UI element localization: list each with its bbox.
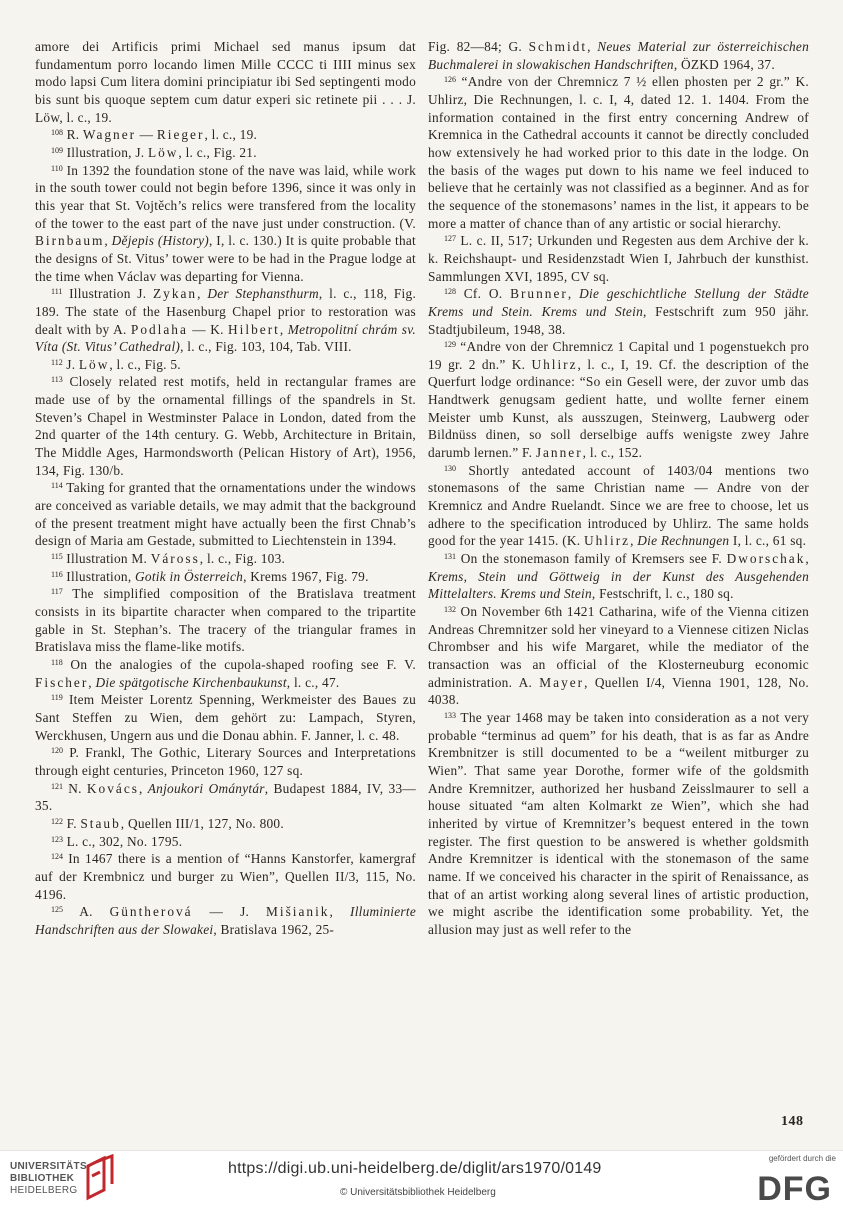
library-name-line2: BIBLIOTHEK bbox=[10, 1173, 75, 1184]
library-name-line1: UNIVERSITÄTS- bbox=[10, 1161, 91, 1172]
footnote-124: $^{124}$ In 1467 there is a mention of “Hanns Kanstorfer, kamergraf auf der Krembnicz und burger zu Wien”, Quellen II/3, 115, No. 4196. bbox=[35, 851, 416, 902]
footnote-128: $^{128}$ Cf. O. Brunner, Die geschichtliche Stellung der Städte Krems und Stein. Krems und Stein, Festschrift zum 950 jähr. Stadtjubileum, 1948, 38. bbox=[428, 286, 809, 337]
footnote-130: $^{130}$ Shortly antedated account of 1403/04 mentions two stonemasons of the same Christian name — Andre von der Kremnicz and Andre Ruelandt. Since we are free to choose, let us adhere to the specification introduced by Uhlirz. The same holds good for the year 1415. (K. Uhlirz, Die Rechnungen I, l. c., 61 sq. bbox=[428, 462, 809, 549]
footnote-109: $^{109}$ Illustration, J. Löw, l. c., Fig. 21. bbox=[51, 144, 257, 160]
footnote-121: $^{121}$ N. Kovács, Anjoukori Ománytár, Budapest 1884, IV, 33—35. bbox=[35, 780, 416, 814]
footnote-133: $^{133}$ The year 1468 may be taken into consideration as a not very probable “terminus ad quem” for his death, that is as far as Andre Krembnitzer is still documented to be a “weilent mitburger zu Wien”. That same year Dorothe, former wife of the goldsmith Andre Kremnitzer, authorized her husband Zeisslmaurer to sell a house situated “am alten Kolmarkt ze Wien”, which she had inherited by virtue of Kremnitzer’s bequest entered in the town register. The first question to be answered is whether goldsmith Andre Kremnitzer is identical with the stonemason of the same name. If we conceived his character in the spirit of Renaissance, as that of an artist working along several lines of artistic production, we might ascribe the identification some probability. Yet, the allusion may just as well refer to the bbox=[428, 709, 809, 937]
funded-by-label: gefördert durch die bbox=[768, 1154, 836, 1163]
footnote-110: $^{110}$ In 1392 the foundation stone of the nave was laid, while work in the south tower could not begin before 1396, since it was only in this year that St. Vojtěch’s relics were transfered from the locality of the tower to the east part of the nave just under construction. (V. Birnbaum, Dějepis (History), I, l. c. 130.) It is quite probable that the designs of St. Vitus’ tower were to be had in the Prague lodge at the time when Václav was departing for Vienna. bbox=[35, 162, 416, 284]
footnote-126: $^{126}$ “Andre von der Chremnicz 7 ½ ellen phosten per 2 gr.” K. Uhlirz, Die Rechnungen, l. c. I, 4, dated 12. 1. 1404. From the information contained in the first entry concerning Andrew of Kremnica in the Cathedral accounts it cannot be directly concluded how extensively he had worked prior to this date in the lodge. On the basis of the wages put down to his name we feel induced to believe that he certainly was not classified as a beginner. And as for the sequence of the stonemasons’ names in the list, it appears to be more a matter of chance than of any artistic or social hierarchy. bbox=[428, 74, 809, 231]
footnote-115: $^{115}$ Illustration M. Váross, l. c., Fig. 103. bbox=[51, 551, 286, 567]
page-number: 148 bbox=[781, 1114, 804, 1129]
library-name[interactable] bbox=[10, 1161, 91, 1197]
footnote-113: $^{113}$ Closely related rest motifs, held in rectangular frames are made use of by the ornamental fillings of the spandrels in St. Steven’s Chapel in Westminster Palace in London, dated from the 2nd quarter of the 14th century. G. Webb, Architecture in Britain, The Middle Ages, Harmondsworth (Pelican History of Art), 1956, 134, Fig. 130/b. bbox=[35, 374, 416, 478]
footnote-116: $^{116}$ Illustration, Gotik in Österreich, Krems 1967, Fig. 79. bbox=[51, 568, 369, 584]
permalink-url[interactable]: https://digi.ub.uni-heidelberg.de/diglit/ars1970/0149 bbox=[228, 1160, 602, 1177]
footnote-132: $^{132}$ On November 6th 1421 Catharina, wife of the Vienna citizen Andreas Chremnitzer sold her vineyard to a Viennese citizen Niclas Chrombser and his wife Margaret, while the mediator of the transaction was an official of the Klosterneuburg economic administration. A. Mayer, Quellen I/4, Vienna 1901, 128, No. 4038. bbox=[428, 604, 809, 708]
footnote-continuation: amore dei Artificis primi Michael sed manus ipsum dat fundamentum porro locando limen Mille CCCC ti IIII minus sex modo lapsi Cum litera domini principiatur ibi Sed septingenti modo bis sunt bis quoque septem cum datur experi sic retinete pii . . . J. Löw, l. c., 19. bbox=[35, 39, 416, 125]
heidelberg-library-logo-icon[interactable] bbox=[84, 1154, 118, 1202]
footnote-129: $^{129}$ “Andre von der Chremnicz 1 Capital und 1 pogenstuekch pro 19 gr. 2 dn.” K. Uhlirz, l. c., I, 19. Cf. the description of the Querfurt lodge ordinance: “So ein Gesell were, der zuvor umb das Handtwerk genugsam gedient hatte, und wollte ferner einem Meister umb Kunst, als ausszugen, Steinwerg, Laubwerg oder Bildnüss dinen, so soll derselbige auffs wenigste zwey Jahre darumb lernen.” F. Janner, l. c., 152. bbox=[428, 339, 809, 461]
footnote-118: $^{118}$ On the analogies of the cupola-shaped roofing see F. V. Fischer, Die spätgotische Kirchenbaukunst, l. c., 47. bbox=[35, 656, 416, 690]
footnote-122: $^{122}$ F. Staub, Quellen III/1, 127, No. 800. bbox=[51, 815, 284, 831]
footnote-112: $^{112}$ J. Löw, l. c., Fig. 5. bbox=[51, 356, 181, 372]
footnote-125: $^{125}$ A. Güntherová — J. Mišianik, Illuminierte Handschriften aus der Slowakei, Bratislava 1962, 25- bbox=[35, 904, 416, 937]
left-footnote-column bbox=[35, 38, 416, 938]
footnote-117: $^{117}$ The simplified composition of the Bratislava treatment consists in its bipartite character when compared to the tripartite gable in St. Stephan’s. The tracery of the triangular frames in Bratislava miss the flame-like motifs. bbox=[35, 586, 416, 655]
footnote-108: $^{108}$ R. Wagner — Rieger, l. c., 19. bbox=[51, 127, 258, 143]
library-name-line3: HEIDELBERG bbox=[10, 1185, 78, 1196]
footnote-114: $^{114}$ Taking for granted that the ornamentations under the windows are conceived as variable details, we may admit that the background of the present treatment might have actually been the first Chnab’s design of Maria am Gestade, submitted to Liechtenstein in 1394. bbox=[35, 480, 416, 549]
footnote-127: $^{127}$ L. c. II, 517; Urkunden und Regesten aus dem Archive der k. k. Reichshaupt- und Residenzstadt Wien I, Jahrbuch der kunsthist. Sammlungen XVI, 1895, CV sq. bbox=[428, 233, 809, 284]
footnote-123: $^{123}$ L. c., 302, No. 1795. bbox=[51, 833, 183, 849]
footnote-continuation: Fig. 82—84; G. Schmidt, Neues Material zur österreichischen Buchmalerei in slowakischen Handschriften, ÖZKD 1964, 37. bbox=[428, 39, 810, 72]
viewer-footer bbox=[0, 1150, 843, 1207]
footnote-119: $^{119}$ Item Meister Lorentz Spenning, Werkmeister des Baues zu Sant Steffen zu Wien, dem gehört zu: Lampach, Styren, Werckhusen, Ungern aus und die Donau abhin. F. Janner, l. c. 48. bbox=[35, 692, 416, 743]
dfg-logo-text: DFG bbox=[757, 1170, 832, 1204]
footnote-131: $^{131}$ On the stonemason family of Kremsers see F. Dworschak, Krems, Stein und Göttweig in der Kunst des Ausgehenden Mittelalters. Krems und Stein, Festschrift, l. c., 180 sq. bbox=[428, 551, 809, 602]
footnote-120: $^{120}$ P. Frankl, The Gothic, Literary Sources and Interpretations through eight centuries, Princeton 1960, 127 sq. bbox=[35, 745, 416, 778]
right-footnote-column bbox=[428, 38, 809, 938]
footnote-111: $^{111}$ Illustration J. Zykan, Der Stephansthurm, l. c., 118, Fig. 189. The state of the Hasenburg Chapel prior to restoration was dealt with by A. Podlaha — K. Hilbert, Metropolitní chrám sv. Víta (St. Vitus’ Cathedral), l. c., Fig. 103, 104, Tab. VIII. bbox=[35, 286, 417, 355]
copyright-notice: © Universitätsbibliothek Heidelberg bbox=[340, 1187, 496, 1198]
dfg-logo[interactable] bbox=[740, 1154, 836, 1204]
